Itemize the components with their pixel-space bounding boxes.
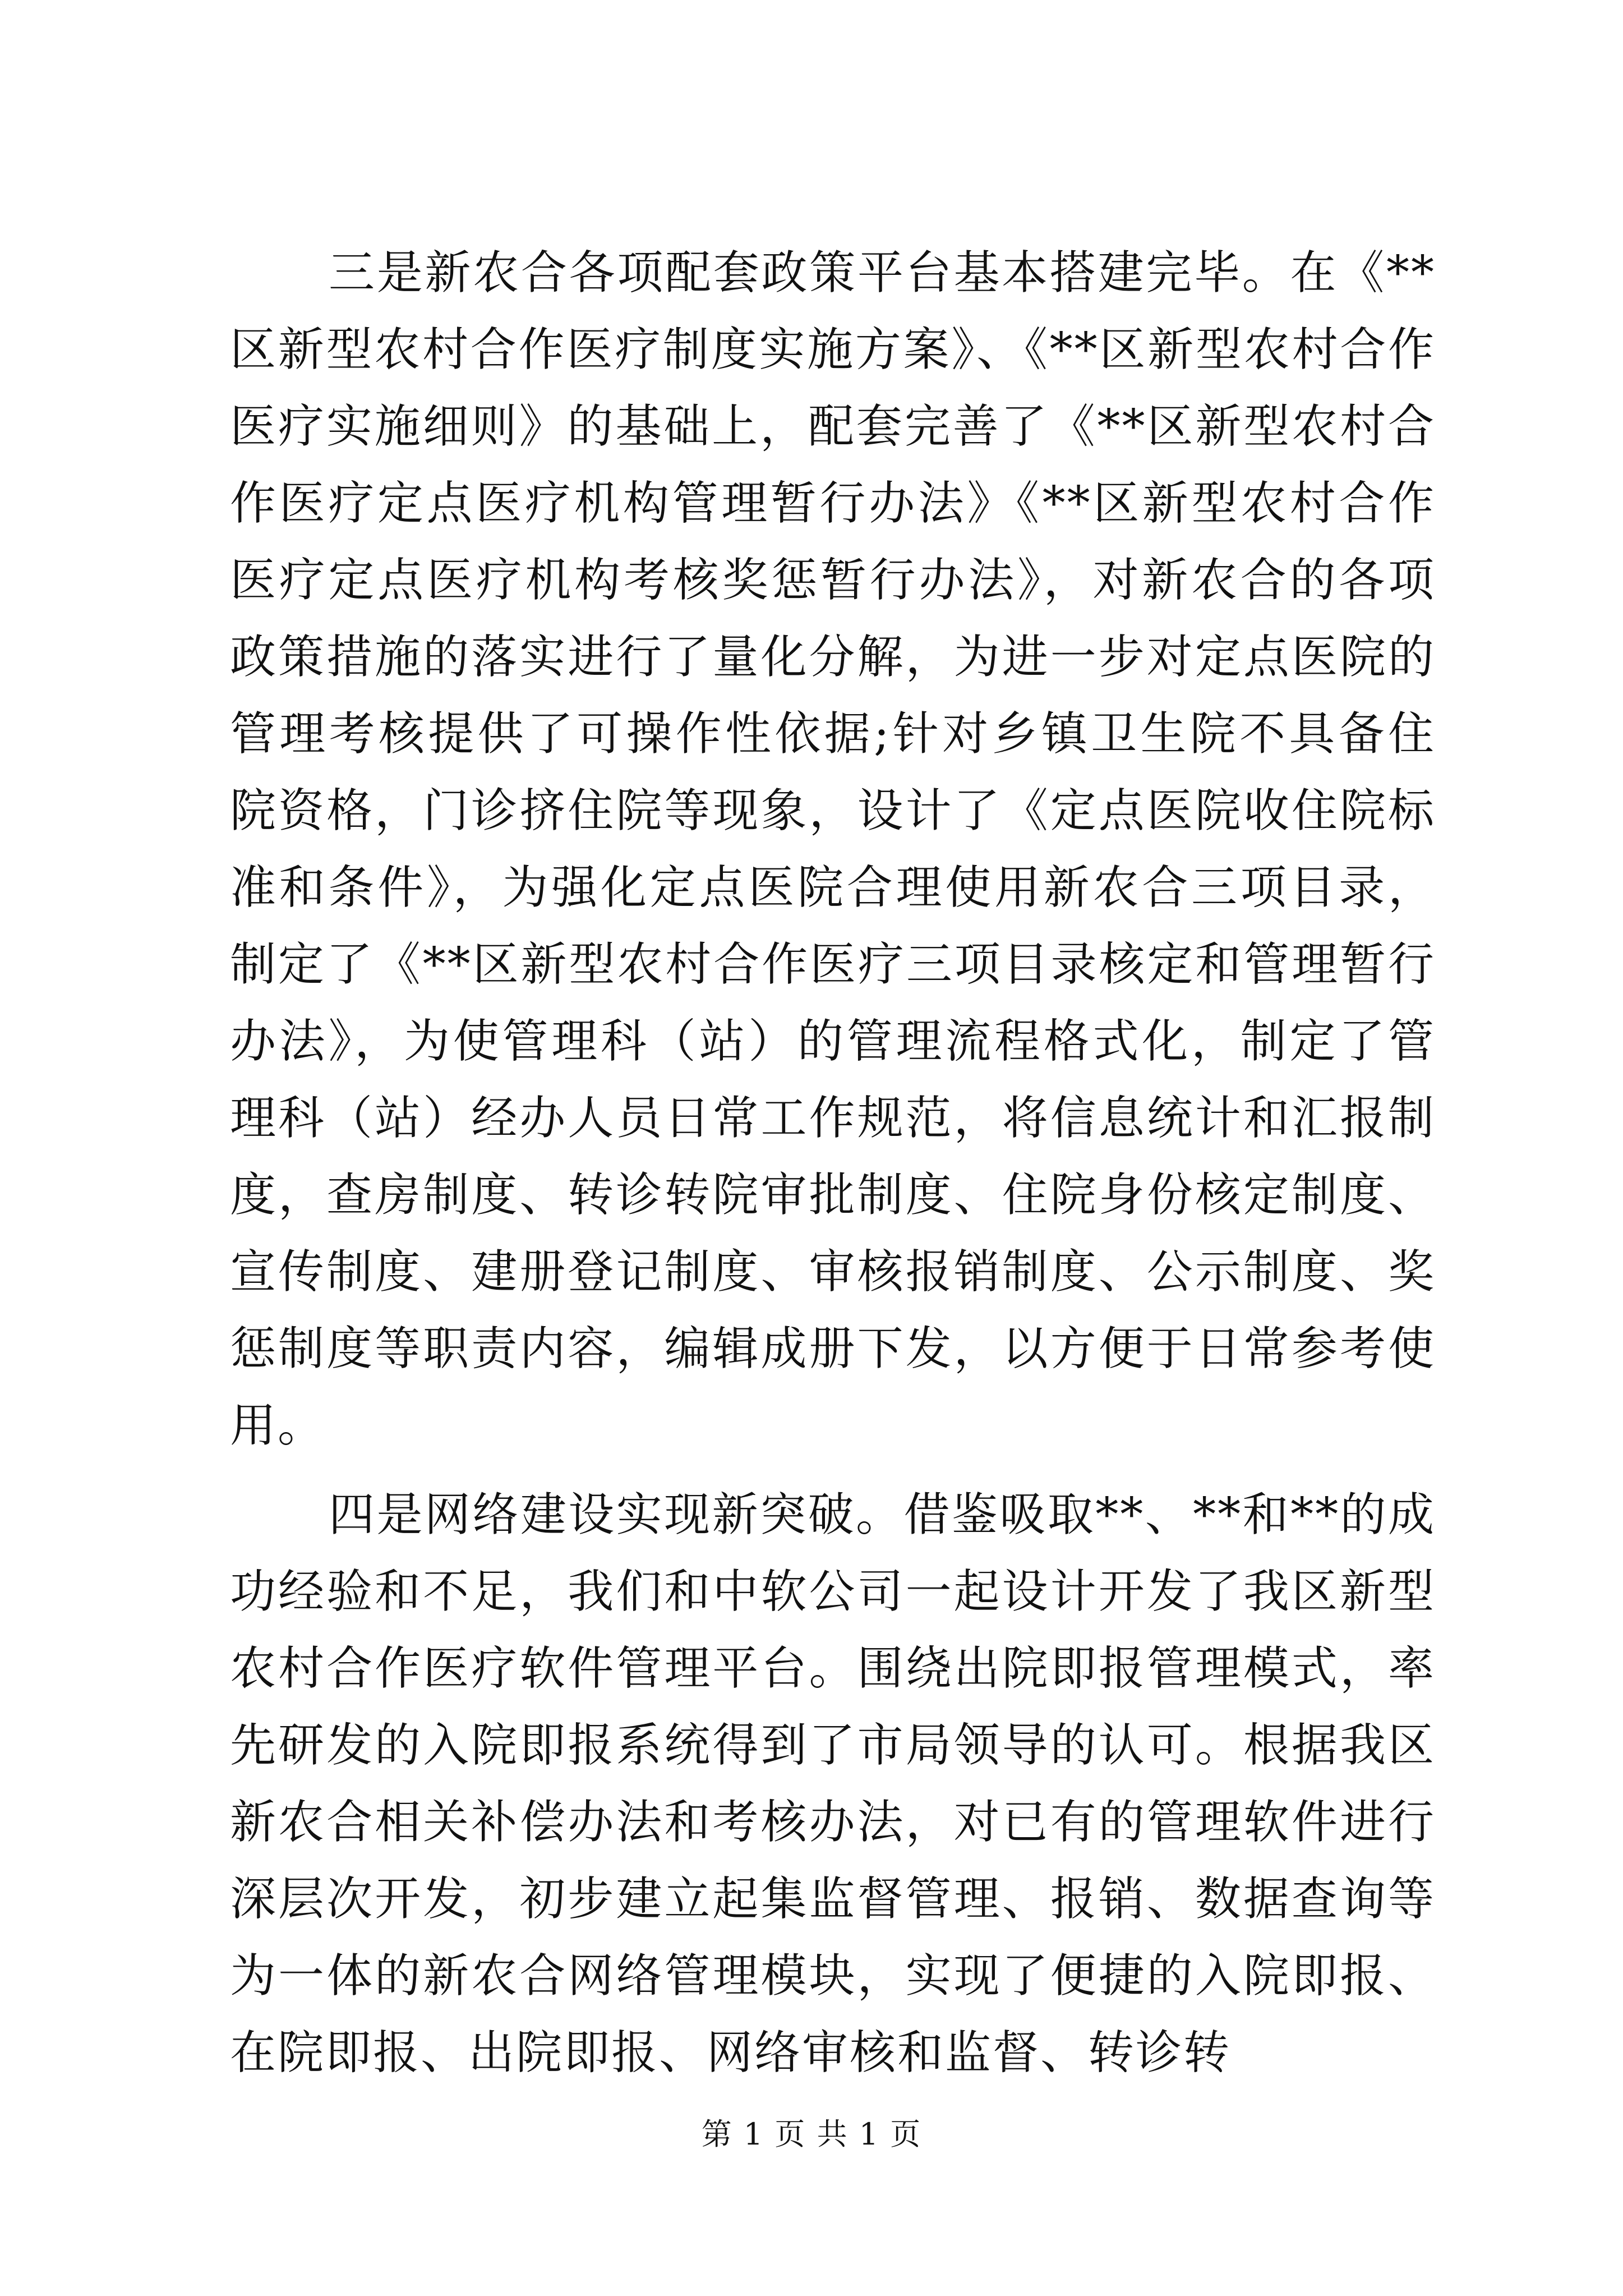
document-body	[230, 234, 1436, 2091]
page-number-footer: 第 1 页 共 1 页	[701, 2116, 922, 2152]
paragraph-policy-platform: 三是新农合各项配套政策平台基本搭建完毕。在《**区新型农村合作医疗制度实施方案》、《**区新型农村合作医疗实施细则》的基础上，配套完善了《**区新型农村合作医疗定点医疗机构管理暂行办法》《**区新型农村合作医疗定点医疗机构考核奖惩暂行办法》，对新农合的各项政策措施的落实进行了量化分解，为进一步对定点医院的管理考核提供了可操作性依据;针对乡镇卫生院不具备住院资格，门诊挤住院等现象，设计了《定点医院收住院标准和条件》，为强化定点医院合理使用新农合三项目录，制定了《**区新型农村合作医疗三项目录核定和管理暂行办法》，为使管理科（站）的管理流程格式化，制定了管理科（站）经办人员日常工作规范，将信息统计和汇报制度，查房制度、转诊转院审批制度、住院身份核定制度、宣传制度、建册登记制度、审核报销制度、公示制度、奖惩制度等职责内容，编辑成册下发，以方便于日常参考使用。	[230, 246, 1436, 1452]
paragraph-network-construction: 四是网络建设实现新突破。借鉴吸取**、**和**的成功经验和不足，我们和中软公司一起设计开发了我区新型农村合作医疗软件管理平台。围绕出院即报管理模式，率先研发的入院即报系统得到了市局领导的认可。根据我区新农合相关补偿办法和考核办法，对已有的管理软件进行深层次开发，初步建立起集监督管理、报销、数据查询等为一体的新农合网络管理模块，实现了便捷的入院即报、在院即报、出院即报、网络审核和监督、转诊转	[230, 1488, 1436, 2079]
